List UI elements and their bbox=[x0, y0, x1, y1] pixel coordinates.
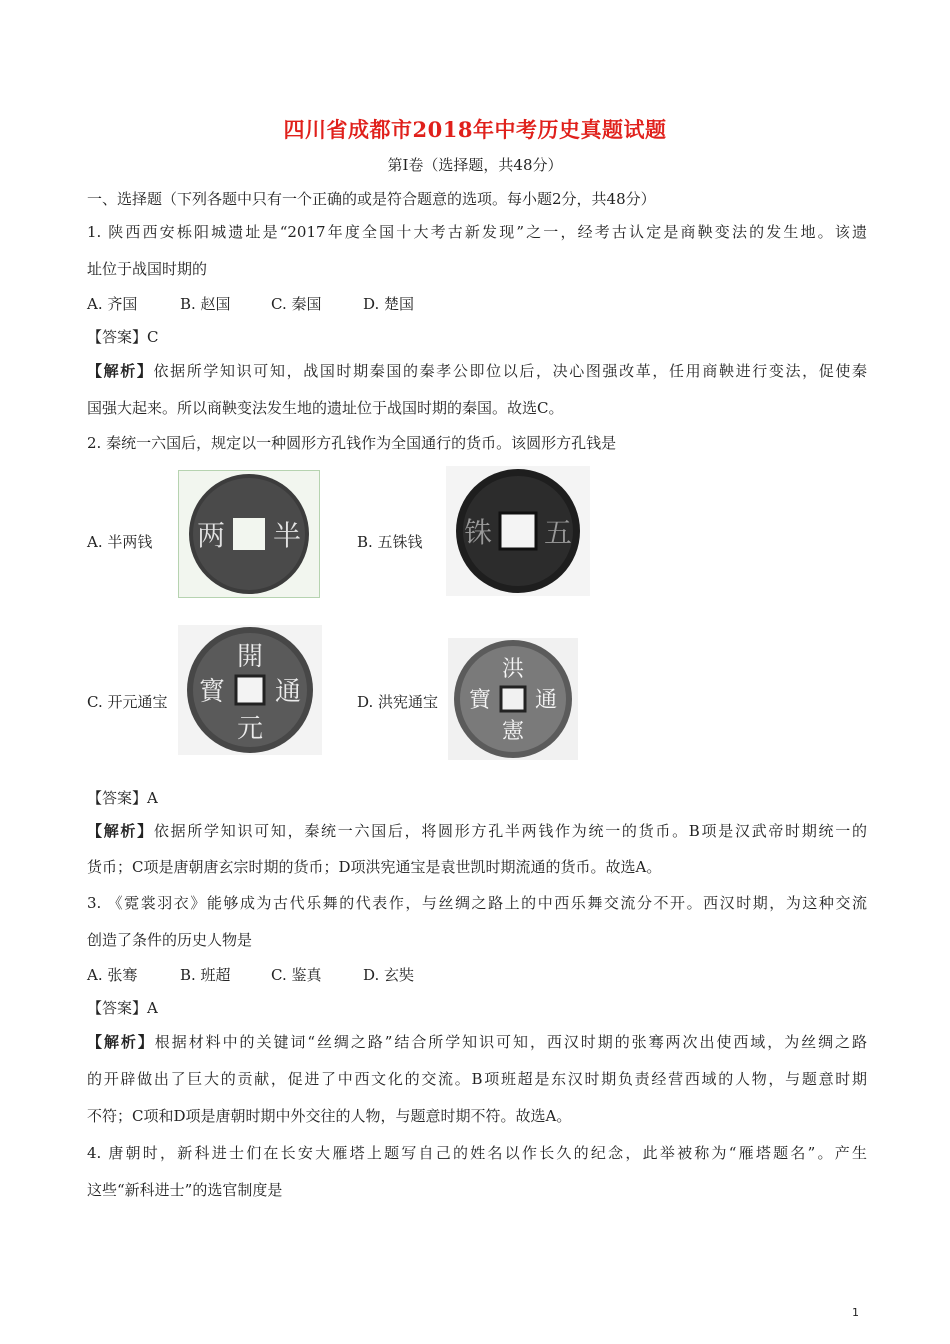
q1-option-c: C. 秦国 bbox=[271, 295, 322, 313]
q1-option-a: A. 齐国 bbox=[87, 295, 138, 313]
q3-analysis-line3: 不符；C项和D项是唐朝时期中外交往的人物，与题意时期不符。故选A。 bbox=[87, 1107, 572, 1125]
coin-a-left-char: 两 bbox=[196, 519, 226, 552]
q3-option-b: B. 班超 bbox=[180, 966, 231, 984]
q2-option-d: D. 洪宪通宝 bbox=[357, 693, 439, 711]
coin-d-top-char: 洪 bbox=[501, 657, 525, 682]
q2-option-c: C. 开元通宝 bbox=[87, 693, 168, 711]
coin-hongxian-image bbox=[448, 638, 578, 760]
q2-analysis-line2: 货币；C项是唐朝唐玄宗时期的货币；D项洪宪通宝是袁世凯时期流通的货币。故选A。 bbox=[87, 858, 662, 876]
coin-banliang-image bbox=[178, 470, 320, 598]
coin-b-left-char: 铢 bbox=[463, 516, 493, 549]
coin-c-top-char: 開 bbox=[236, 642, 264, 672]
analysis-text: 根据材料中的关键词“丝绸之路”结合所学知识可知，西汉时期的张骞两次出使西域，为丝绸之路 bbox=[154, 1033, 867, 1051]
q1-analysis-line2: 国强大起来。所以商鞅变法发生地的遗址位于战国时期的秦国。故选C。 bbox=[87, 399, 564, 417]
analysis-label: 【解析】 bbox=[87, 822, 154, 840]
q3-analysis-line1 bbox=[87, 1032, 867, 1052]
q1-option-d: D. 楚国 bbox=[363, 295, 415, 313]
answer-value: A bbox=[147, 789, 158, 807]
coin-wuzhu-image bbox=[446, 466, 590, 596]
analysis-label: 【解析】 bbox=[87, 362, 154, 380]
answer-label: 【答案】 bbox=[87, 789, 148, 807]
q3-option-c: C. 鉴真 bbox=[271, 966, 322, 984]
q2-option-b: B. 五铢钱 bbox=[357, 533, 423, 551]
answer-label: 【答案】 bbox=[87, 328, 148, 346]
answer-value: C bbox=[147, 328, 159, 346]
q3-option-a: A. 张骞 bbox=[87, 966, 138, 984]
q3-stem-line1: 3. 《霓裳羽衣》能够成为古代乐舞的代表作，与丝绸之路上的中西乐舞交流分不开。西汉时期，为这种交流 bbox=[87, 894, 867, 912]
q1-option-b: B. 赵国 bbox=[180, 295, 231, 313]
q2-stem: 2. 秦统一六国后，规定以一种圆形方孔钱作为全国通行的货币。该圆形方孔钱是 bbox=[87, 434, 617, 452]
q3-option-d: D. 玄奘 bbox=[363, 966, 415, 984]
page-title: 四川省成都市2018年中考历史真题试题 bbox=[283, 117, 667, 142]
q1-analysis-line1 bbox=[87, 361, 867, 381]
q1-answer bbox=[87, 327, 867, 347]
section-heading: 一、选择题（下列各题中只有一个正确的或是符合题意的选项。每小题2分，共48分） bbox=[87, 190, 656, 208]
analysis-text: 依据所学知识可知，秦统一六国后，将圆形方孔半两钱作为统一的货币。B项是汉武帝时期统一的 bbox=[153, 822, 867, 840]
q3-stem-line2: 创造了条件的历史人物是 bbox=[87, 931, 253, 949]
q3-answer bbox=[87, 998, 867, 1018]
coin-d-right-char: 通 bbox=[534, 688, 558, 713]
coin-b-right-char: 五 bbox=[543, 516, 573, 549]
q2-answer bbox=[87, 788, 867, 808]
q1-stem-line2: 址位于战国时期的 bbox=[87, 260, 208, 278]
q4-stem-line1: 4. 唐朝时，新科进士们在长安大雁塔上题写自己的姓名以作长久的纪念，此举被称为“雁塔题名”。产生 bbox=[87, 1144, 867, 1162]
coin-c-left-char: 寳 bbox=[198, 677, 226, 707]
section-subtitle: 第Ⅰ卷（选择题，共48分） bbox=[387, 156, 563, 174]
q4-stem-line2: 这些“新科进士”的选官制度是 bbox=[87, 1181, 283, 1199]
q1-stem-line1: 1. 陕西西安栎阳城遗址是“2017年度全国十大考古新发现”之一，经考古认定是商鞅变法的发生地。该遗 bbox=[87, 223, 867, 241]
coin-kaiyuan-image bbox=[178, 625, 322, 755]
coin-a-right-char: 半 bbox=[272, 519, 302, 552]
answer-value: A bbox=[147, 999, 158, 1017]
coin-d-left-char: 寶 bbox=[468, 688, 492, 713]
coin-c-bottom-char: 元 bbox=[236, 714, 264, 744]
coin-c-right-char: 通 bbox=[274, 677, 302, 707]
q2-option-a: A. 半两钱 bbox=[87, 533, 153, 551]
q2-analysis-line1 bbox=[87, 821, 867, 841]
analysis-text: 依据所学知识可知，战国时期秦国的秦孝公即位以后，决心图强改革，任用商鞅进行变法，促使秦 bbox=[153, 362, 867, 380]
analysis-label: 【解析】 bbox=[87, 1033, 155, 1051]
answer-label: 【答案】 bbox=[87, 999, 148, 1017]
coin-d-bottom-char: 憲 bbox=[501, 719, 525, 744]
page-number: 1 bbox=[852, 1306, 859, 1319]
q3-analysis-line2: 的开辟做出了巨大的贡献，促进了中西文化的交流。B项班超是东汉时期负责经营西域的人物，与题意时期 bbox=[87, 1070, 867, 1088]
